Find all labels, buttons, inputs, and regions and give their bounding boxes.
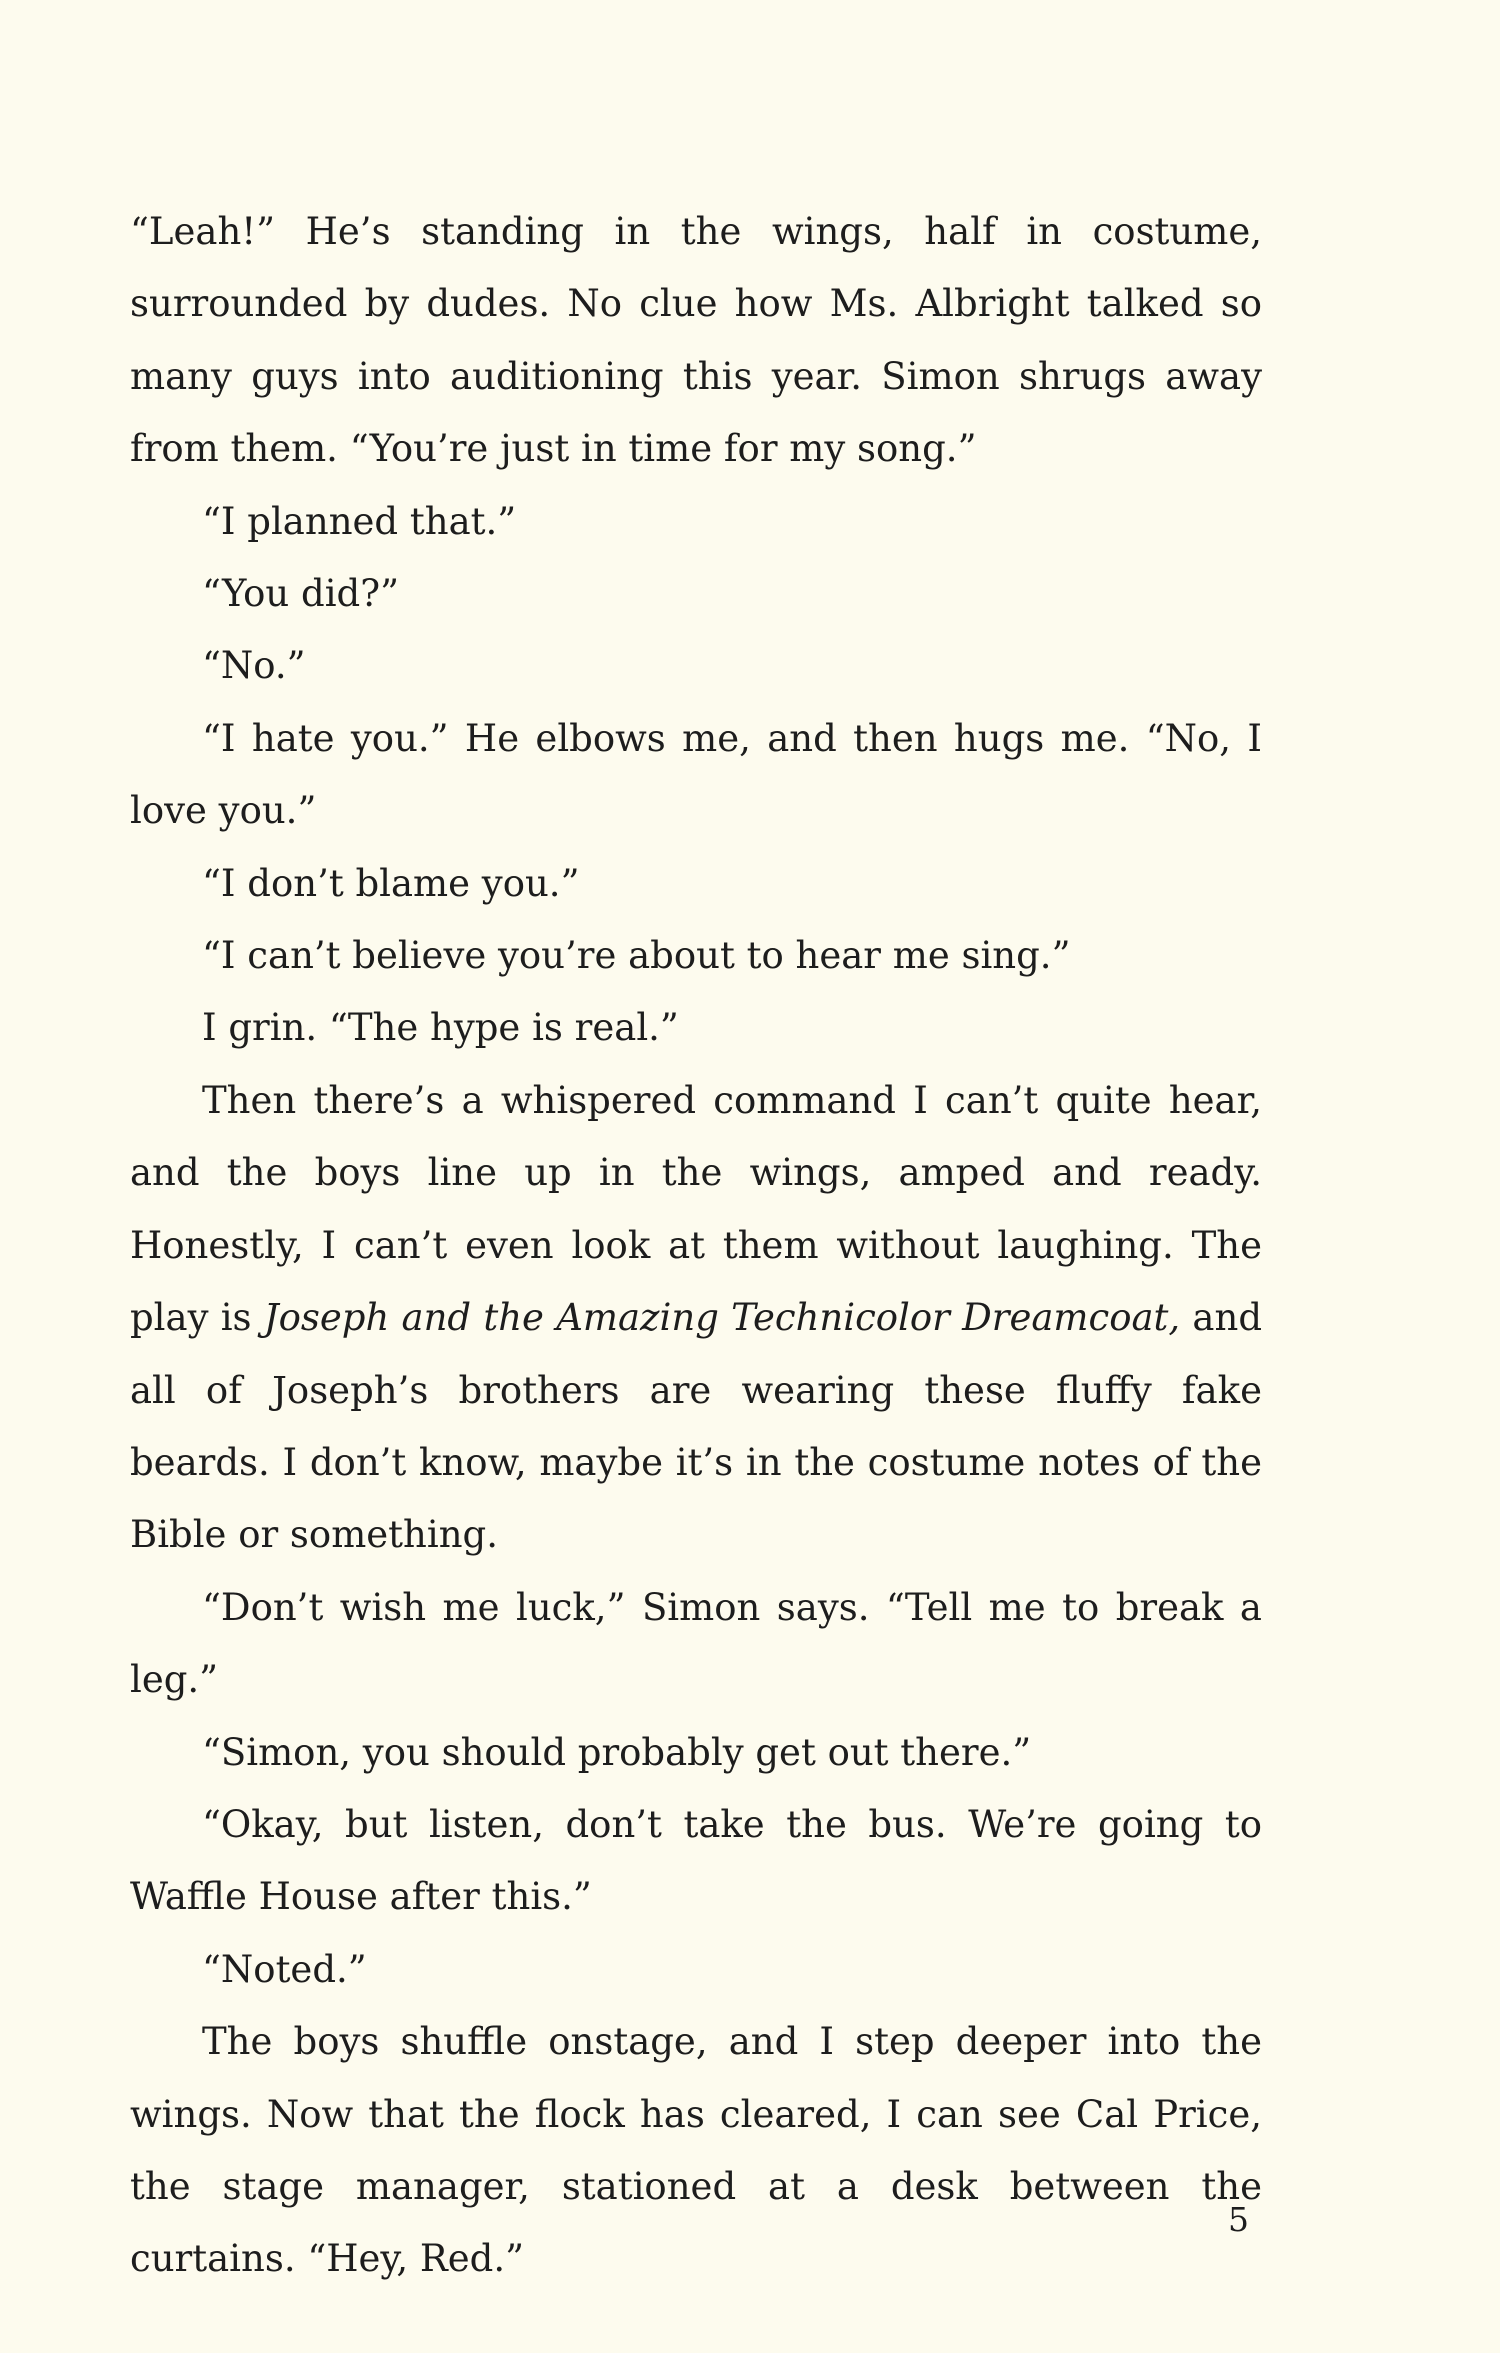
play-title: Joseph and the Amazing Technicolor Dreamcoat, [263,1296,1181,1340]
paragraph [130,1065,1262,1572]
paragraph: The boys shuffle onstage, and I step deeper into the wings. Now that the flock has cleared, I can see Cal Price, the stage manager, stationed at a desk between the curtains. “Hey, Red.” [130,2020,1262,2281]
paragraph-text: and all of Joseph’s brothers are wearing these fluffy fake beards. I don’t know, maybe it’s in the costume notes of the Bible or something. [130,1296,1263,1557]
body-text [130,196,1262,2296]
page-number: 5 [1228,2200,1249,2239]
paragraph: “Don’t wish me luck,” Simon says. “Tell me to break a leg.” [130,1585,1262,1702]
paragraph: “I planned that.” [202,499,517,543]
paragraph: “I hate you.” He elbows me, and then hugs me. “No, I love you.” [130,716,1262,833]
paragraph: “Noted.” [202,1947,367,1991]
paragraph: “You did?” [202,572,399,616]
paragraph: “I can’t believe you’re about to hear me sing.” [202,934,1071,978]
paragraph: “Simon, you should probably get out there.” [202,1730,1032,1774]
paragraph: “I don’t blame you.” [202,861,580,905]
paragraph: “No.” [202,644,306,688]
paragraph: I grin. “The hype is real.” [202,1006,679,1050]
paragraph: “Okay, but listen, don’t take the bus. We’re going to Waffle House after this.” [130,1802,1262,1919]
paragraph: “Leah!” He’s standing in the wings, half in costume, surrounded by dudes. No clue how Ms. Albright talked so many guys into auditioning this year. Simon shrugs away from them. “You’re just in time for my song.” [130,210,1262,471]
paragraph-text: Then there’s a whispered command I can’t quite hear, and the boys line up in the wings, amped and ready. Honestly, I can’t even look at them without laughing. The play is [130,1078,1262,1340]
